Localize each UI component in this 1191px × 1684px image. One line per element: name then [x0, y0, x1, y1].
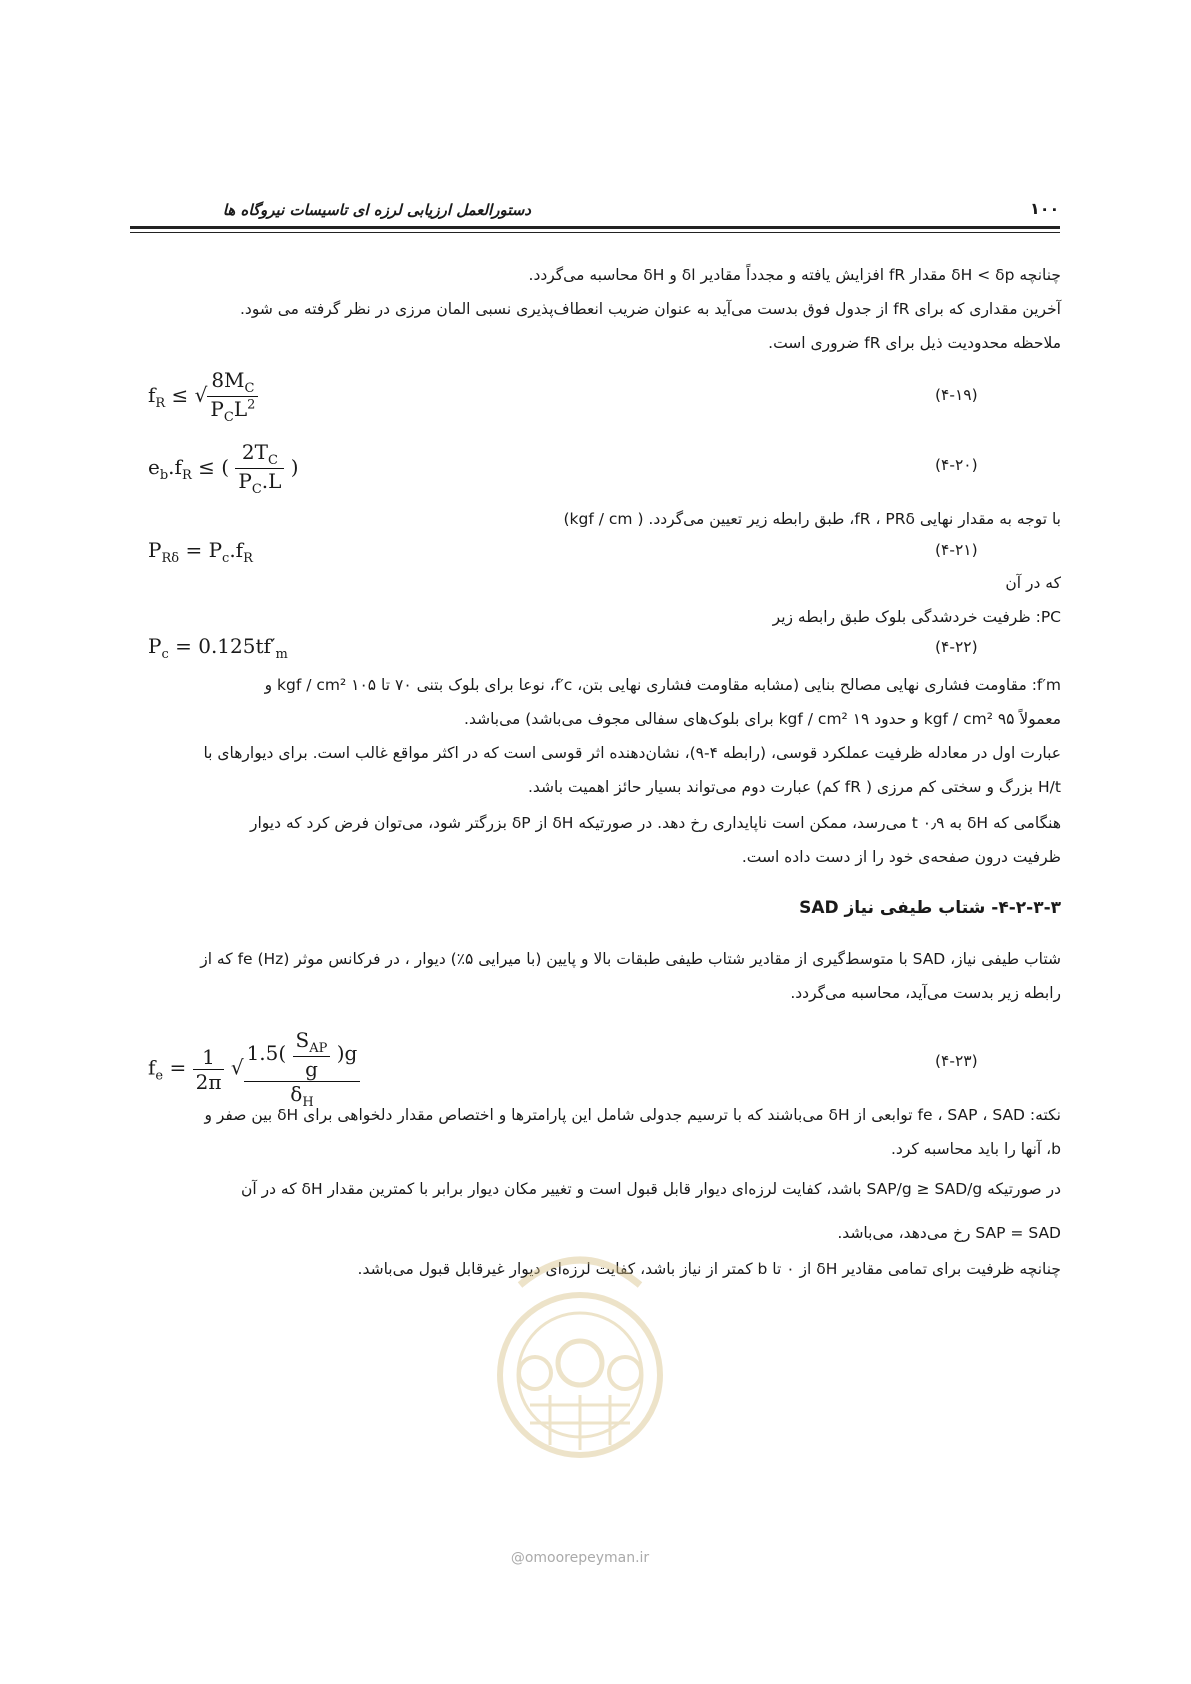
equation-number: (۴-۲۲) — [935, 638, 978, 656]
equation-number: (۴-۲۰) — [935, 456, 978, 474]
formula-23: $f_e$ = $\frac{1}{2\pi}$ √ 1.5( $\frac{S_{AP}}{g}$ )g $\delta_H$ — [148, 1028, 360, 1110]
equation-number: (۴-۲۱) — [935, 541, 978, 559]
page-number: ۱۰۰ — [1030, 199, 1060, 218]
section-heading: ۴-۲-۳-۳- شتاب طیفی نیاز SAD — [799, 898, 1061, 918]
paragraph: با توجه به مقدار نهایی fR ، PRδ، طبق رابطه زیر تعیین می‌گردد. ( kgf / cm) — [563, 510, 1061, 528]
paragraph: H/t بزرگ و سختی کم مرزی ( fR کم) عبارت دوم می‌تواند بسیار حائز اهمیت باشد. — [527, 778, 1061, 796]
formula-21: $P_{R\delta} = P_c.f_R$ — [148, 538, 253, 566]
paragraph: b، آنها را باید محاسبه کرد. — [890, 1140, 1061, 1158]
paragraph: چنانچه δH < δp مقدار fR افزایش یافته و مجدداً مقادیر δl و δH محاسبه می‌گردد. — [528, 266, 1061, 284]
paragraph: رابطه زیر بدست می‌آید، محاسبه می‌گردد. — [790, 984, 1061, 1002]
header-rule-thin — [130, 232, 1060, 233]
paragraph: شتاب طیفی نیاز، SAD با متوسط‌گیری از مقادیر شتاب طیفی طبقات بالا و پایین (با میرایی ۵٪) دیوار ، در فرکانس موثر fe (Hz) که از — [200, 950, 1061, 968]
paragraph: ملاحظه محدودیت ذیل برای fR ضروری است. — [768, 334, 1061, 352]
paragraph: معمولاً kgf / cm² ۹۵ و حدود kgf / cm² ۱۹ برای بلوک‌های سفالی مجوف می‌باشد) می‌باشد. — [464, 710, 1061, 728]
watermark-logo-icon — [490, 1245, 670, 1475]
watermark-text: @omoorepeyman.ir — [510, 1550, 650, 1566]
running-header: دستورالعمل ارزیابی لرزه ای تاسیسات نیروگاه ها — [222, 201, 531, 219]
formula-22: $P_c = 0.125tf'_m$ — [148, 634, 288, 662]
equation-number: (۴-۲۳) — [935, 1052, 978, 1070]
paragraph: هنگامی که δH به t ۰٫۹ می‌رسد، ممکن است ناپایداری رخ دهد. در صورتیکه δH از δP بزرگتر شود، می‌توان فرض کرد که دیوار — [250, 814, 1061, 832]
paragraph: نکته: fe ، SAP ، SAD توابعی از δH می‌باشند که با ترسیم جدولی شامل این پارامترها و اختصاص مقدار دلخواهی برای δH بین صفر و — [204, 1106, 1061, 1124]
equation-number: (۴-۱۹) — [935, 386, 978, 404]
paragraph: f′m: مقاومت فشاری نهایی مصالح بنایی (مشابه مقاومت فشاری نهایی بتن، f′c، نوعا برای بلوک بتنی ۷۰ تا kgf / cm² ۱۰۵ و — [264, 676, 1061, 694]
header-rule — [130, 226, 1060, 229]
formula-20: $e_b.f_R$ ≤ ( $\frac{2T_C}{P_C.L}$ ) — [148, 440, 299, 497]
paragraph: PC: ظرفیت خردشدگی بلوک طبق رابطه زیر — [772, 608, 1061, 626]
paragraph: ظرفیت درون صفحه‌ی خود را از دست داده است. — [741, 848, 1061, 866]
paragraph: چنانچه ظرفیت برای تمامی مقادیر δH از ۰ تا b کمتر از نیاز باشد، کفایت لرزه‌ای دیوار غیرقابل قبول می‌باشد. — [357, 1260, 1061, 1278]
paragraph: عبارت اول در معادله ظرفیت عملکرد قوسی، (رابطه ۴-۹)، نشان‌دهنده اثر قوسی است که در اکثر مواقع غالب است. برای دیوارهای با — [203, 744, 1061, 762]
paragraph: در صورتیکه SAP/g ≥ SAD/g باشد، کفایت لرزه‌ای دیوار قابل قبول است و تغییر مکان دیوار برابر با کمترین مقدار δH که در آن — [240, 1180, 1061, 1198]
paragraph: SAP = SAD رخ می‌دهد، می‌باشد. — [837, 1224, 1061, 1242]
paragraph: آخرین مقداری که برای fR از جدول فوق بدست می‌آید به عنوان ضریب انعطاف‌پذیری نسبی المان مرزی در نظر گرفته می شود. — [240, 300, 1061, 318]
paragraph: که در آن — [1005, 574, 1061, 592]
formula-19: $f_R$ ≤ √ $\frac{8M_C}{P_CL^2}$ — [148, 368, 258, 425]
